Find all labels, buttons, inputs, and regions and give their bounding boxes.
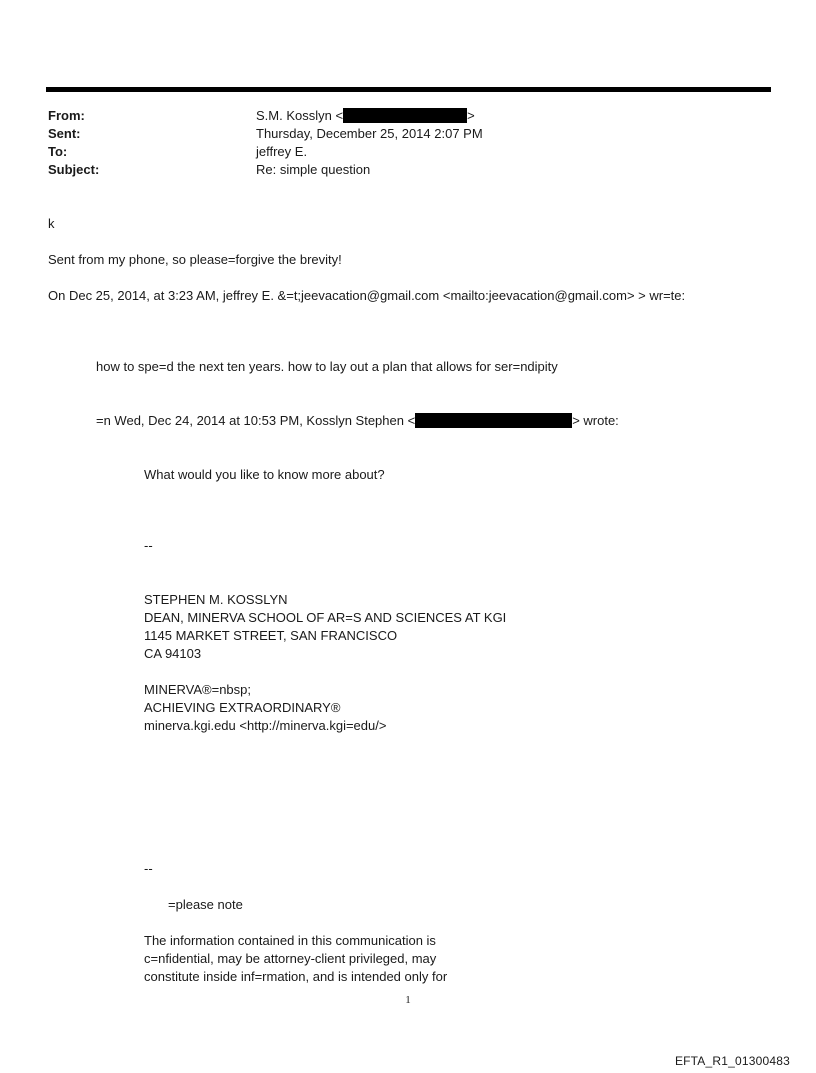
signature-separator: -- [144,861,153,876]
disclaimer-line: constitute inside inf=rmation, and is intended only for [144,969,448,984]
bates-number: EFTA_R1_01300483 [674,1054,790,1068]
page-number: 1 [405,994,411,1006]
body-line: On Dec 25, 2014, at 3:23 AM, jeffrey E. &=t;jeevacation@gmail.com <mailto:jeevacation@gmail.com> > wr=te: [48,288,686,303]
redaction-box [343,108,467,123]
from-name: S.M. Kosslyn < [256,108,344,123]
signature-link: minerva.kgi.edu <http://minerva.kgi=edu/> [144,718,387,733]
signature-separator: -- [144,538,153,553]
sent-value: Thursday, December 25, 2014 2:07 PM [256,126,483,141]
signature-line: MINERVA®=nbsp; [144,682,252,697]
quoted-line: how to spe=d the next ten years. how to lay out a plan that allows for ser=ndipity [96,359,558,374]
sent-label: Sent: [48,126,81,141]
disclaimer-line: c=nfidential, may be attorney-client privileged, may [144,951,437,966]
subject-label: Subject: [48,162,100,177]
quote-attribution: =n Wed, Dec 24, 2014 at 10:53 PM, Kosslyn Stephen < [96,413,416,428]
quoted-line [96,412,619,430]
quote-attribution-end: > wrote: [572,413,619,428]
signature-line: 1145 MARKET STREET, SAN FRANCISCO [144,628,398,643]
signature-line: STEPHEN M. KOSSLYN [144,592,288,607]
quoted-line: What would you like to know more about? [144,467,385,482]
from-label: From: [48,108,85,123]
subject-value: Re: simple question [256,162,371,177]
header-rule [46,87,771,92]
signature-line: CA 94103 [144,646,202,661]
from-close: > [467,108,475,123]
body-line: k [48,216,55,231]
body-line: Sent from my phone, so please=forgive the brevity! [48,252,342,267]
disclaimer-heading: =please note [168,897,243,912]
to-value: jeffrey E. [256,144,308,159]
disclaimer-line: The information contained in this communication is [144,933,436,948]
redaction-box [415,413,572,428]
signature-line: DEAN, MINERVA SCHOOL OF AR=S AND SCIENCES AT KGI [144,610,507,625]
from-value [256,107,475,125]
signature-line: ACHIEVING EXTRAORDINARY® [144,700,341,715]
to-label: To: [48,144,68,159]
